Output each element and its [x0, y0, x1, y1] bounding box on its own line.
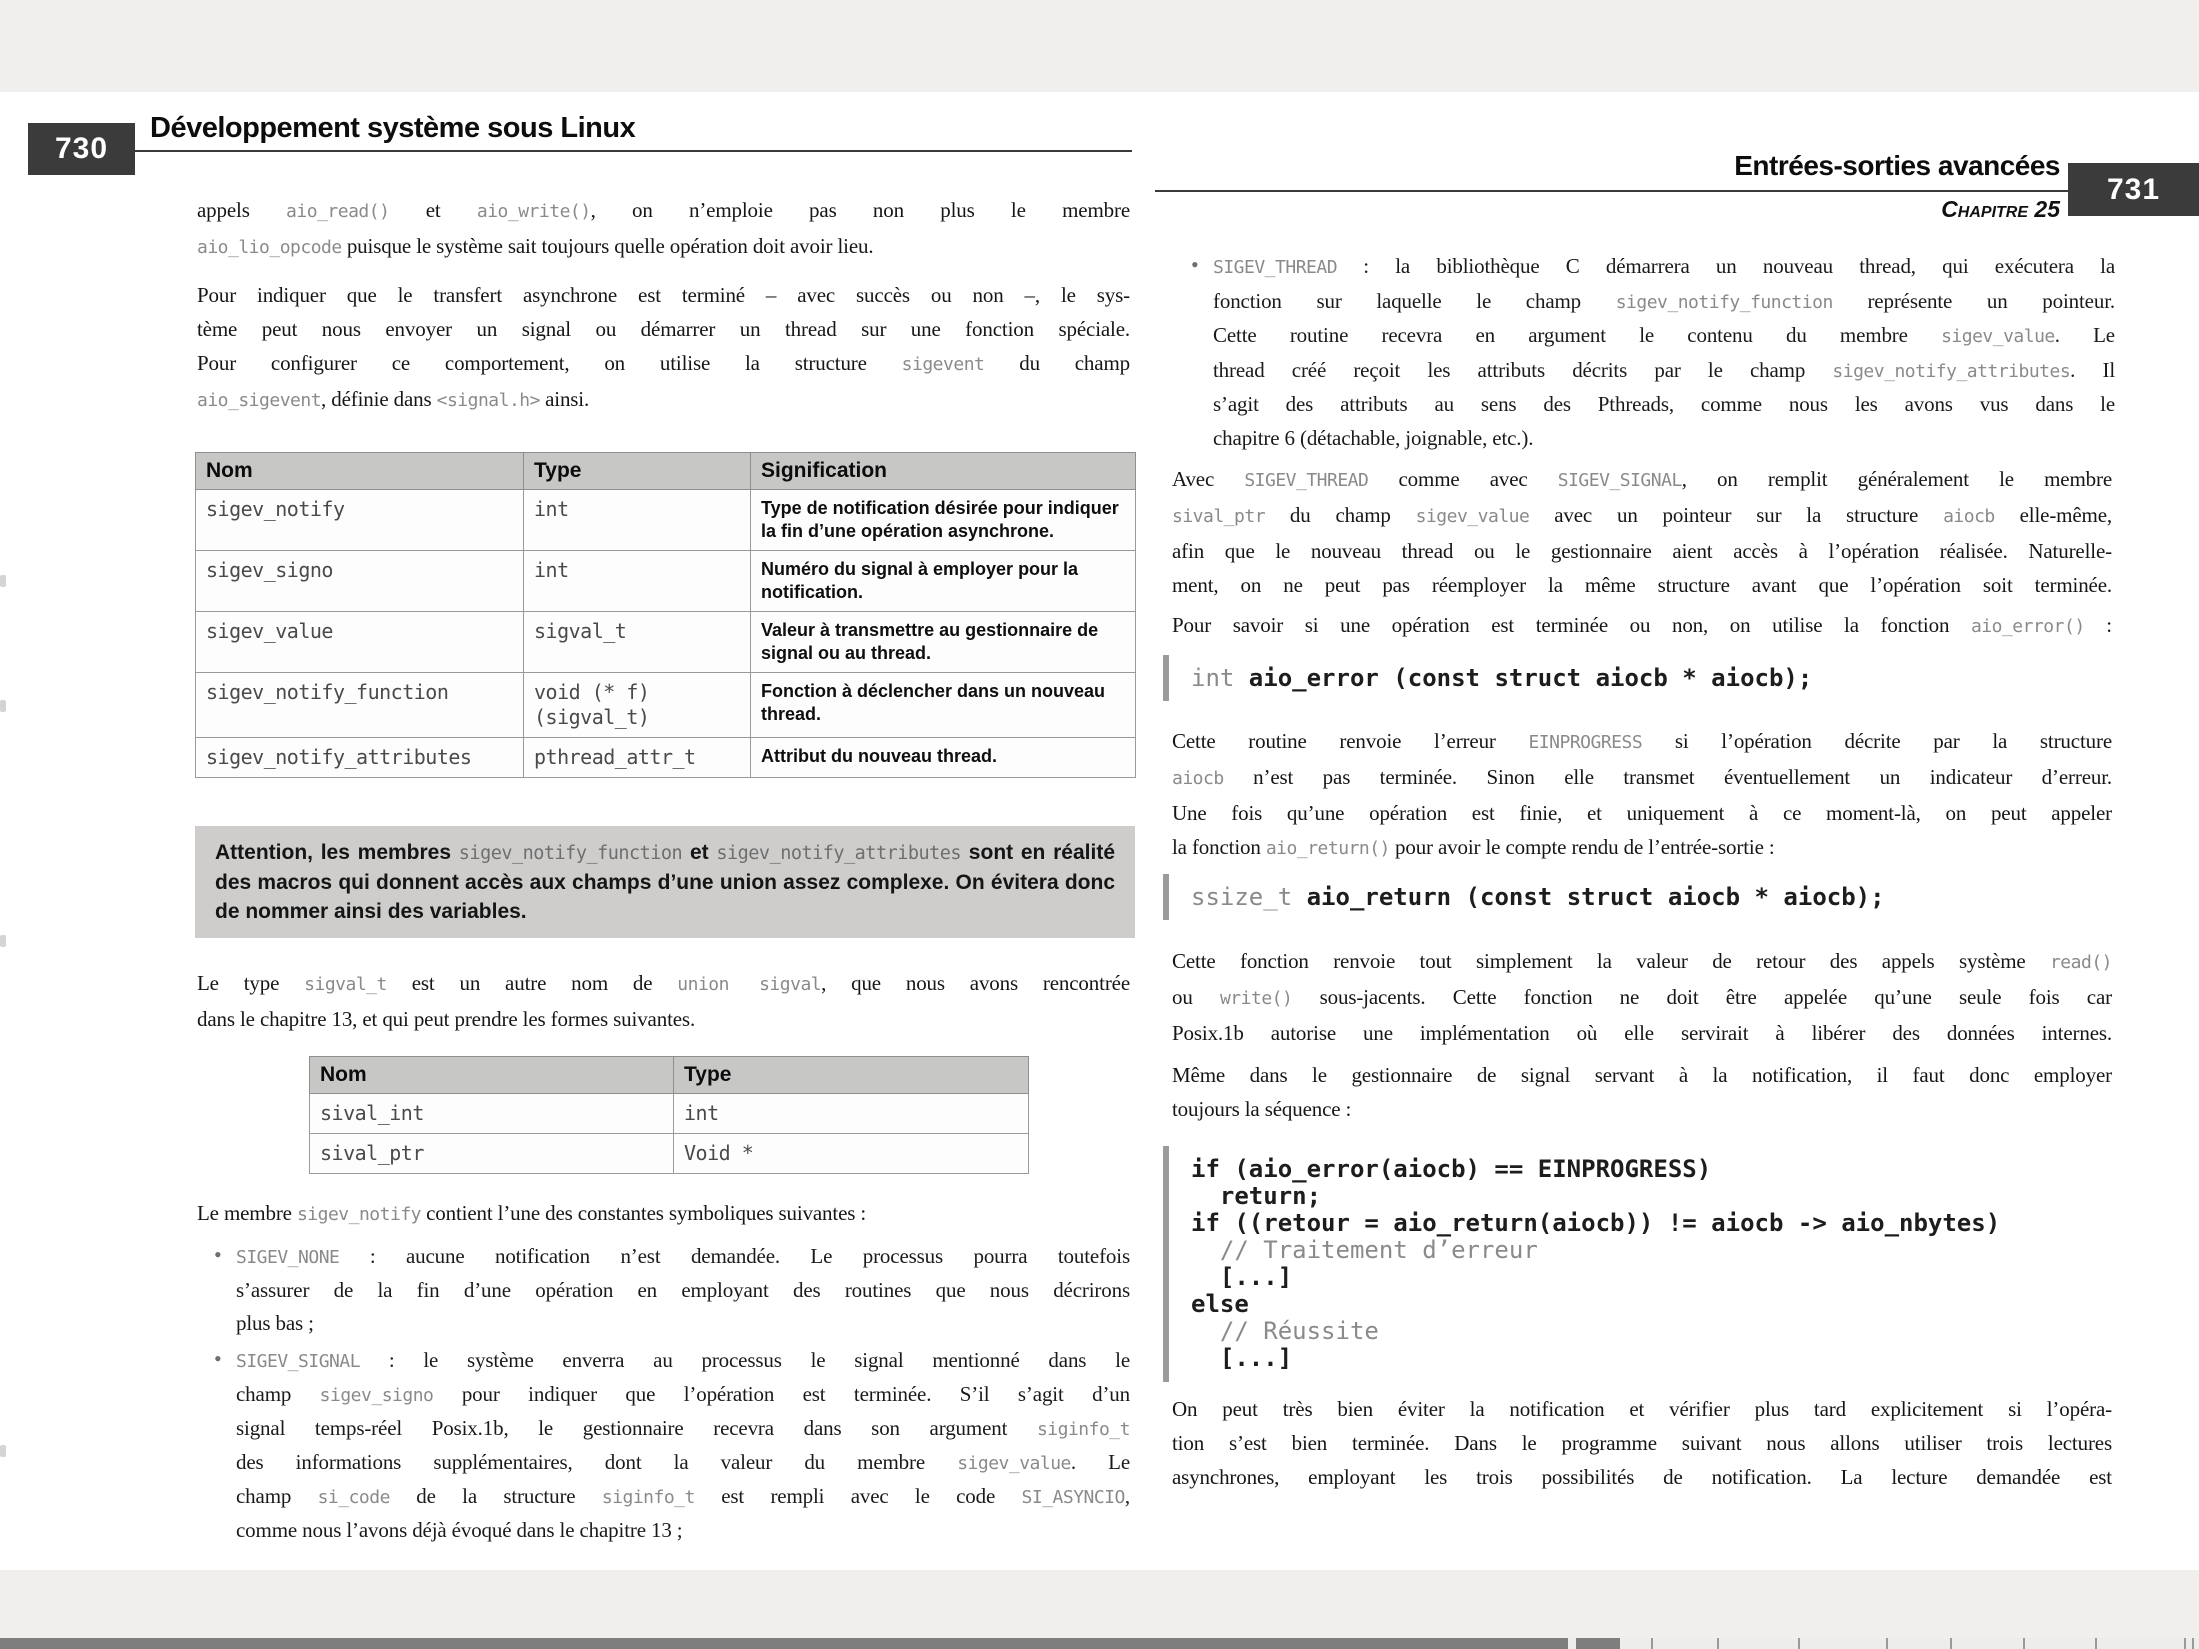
inline-code: sigval_t — [304, 974, 387, 995]
text-line: Pour indiquer que le transfert asynchrone est terminé – avec succès ou non –, le sys- — [197, 283, 1130, 307]
page-number-badge-right: 731 — [2068, 163, 2199, 216]
inline-code: read() — [2049, 952, 2112, 973]
paragraph-meme-gestionnaire — [1172, 1058, 2112, 1126]
text-line — [1191, 1156, 2091, 1183]
text-line: aio_lio_opcode puisque le système sait toujours quelle opération doit avoir lieu. — [197, 234, 874, 258]
inline-code: aio_write() — [476, 201, 591, 222]
table-row — [310, 1094, 1029, 1134]
table-cell: Attribut du nouveau thread. — [751, 738, 1136, 778]
inline-code: ssize_t — [1191, 883, 1307, 911]
inline-code: aio_return() — [1265, 838, 1390, 859]
inline-code: <signal.h> — [436, 390, 540, 411]
inline-code: SIGEV_THREAD — [1244, 470, 1369, 491]
table-cell: void (* f) (sigval_t) — [524, 673, 751, 738]
inline-code: [...] — [1191, 1263, 1293, 1291]
text-line: fonction sur laquelle le champ sigev_notify_function représente un pointeur. — [1213, 288, 2115, 313]
inline-code: aio_error — [1248, 664, 1379, 692]
table-cell: pthread_attr_t — [524, 738, 751, 778]
paragraph-sigevent — [197, 278, 1130, 418]
running-title-right: Entrées-sorties avancées — [1734, 150, 2060, 181]
column-header: Nom — [310, 1057, 674, 1094]
scrollbar-tick — [2184, 1638, 2186, 1649]
data-table — [309, 1056, 1029, 1174]
inline-code: siginfo_t — [601, 1487, 695, 1508]
inline-code: aio_error() — [1970, 616, 2085, 637]
text-line — [1191, 1291, 2091, 1318]
scrollbar-tick — [2023, 1638, 2025, 1649]
paragraph-constants — [197, 1196, 1130, 1232]
text-line: des informations supplémentaires, dont la valeur du membre sigev_value. Le — [236, 1450, 1130, 1474]
text-line: comme nous l’avons déjà évoqué dans le chapitre 13 ; — [236, 1518, 683, 1542]
code-block-sequence — [1163, 1146, 2091, 1382]
code-block-aio-error — [1163, 655, 1991, 701]
page-number-badge-left: 730 — [28, 123, 135, 175]
text-line: On peut très bien éviter la notification et vérifier plus tard explicitement si l’opéra- — [1172, 1397, 2112, 1421]
text-line: Pour savoir si une opération est terminée ou non, on utilise la fonction aio_error() : — [1172, 613, 2112, 637]
text-line: ou write() sous-jacents. Cette fonction ne doit être appelée qu’une seule fois car — [1172, 985, 2112, 1009]
inline-code: SI_ASYNCIO — [1021, 1487, 1125, 1508]
text-line: ment, on ne peut pas réemployer la même structure avant que l’opération soit terminée. — [1172, 573, 2112, 597]
text-line: tème peut nous envoyer un signal ou démarrer un thread sur une fonction spéciale. — [197, 317, 1130, 341]
inline-code: SIGEV_THREAD — [1213, 257, 1338, 278]
bullet-marker: • — [1191, 252, 1199, 277]
text-line: Le membre sigev_notify contient l’une des constantes symboliques suivantes : — [197, 1201, 867, 1225]
text-line: la fonction aio_return() pour avoir le compte rendu de l’entrée-sortie : — [1172, 835, 1775, 859]
table-cell: int — [524, 490, 751, 551]
bullet-item-sigev-signal — [214, 1344, 1130, 1547]
text-line: tion s’est bien terminée. Dans le programme suivant nous allons utiliser trois lectures — [1172, 1431, 2112, 1455]
column-header: Signification — [751, 453, 1136, 490]
code-block-aio-return — [1163, 874, 1991, 920]
text-line: SIGEV_THREAD : la bibliothèque C démarrera un nouveau thread, qui exécutera la — [1213, 254, 2115, 278]
inline-code: // Traitement d’erreur — [1191, 1236, 1538, 1264]
text-line: chapitre 6 (détachable, joignable, etc.). — [1213, 425, 1534, 450]
inline-code: sigev_value — [1941, 326, 2055, 347]
text-line: Avec SIGEV_THREAD comme avec SIGEV_SIGNAL, on remplit généralement le membre — [1172, 467, 2112, 491]
inline-code: // Réussite — [1191, 1317, 1379, 1345]
table-cell: sival_ptr — [310, 1134, 674, 1174]
text-line: Posix.1b autorise une implémentation où elle servirait à libérer des données internes. — [1172, 1021, 2112, 1045]
scrollbar-tick — [2192, 1638, 2194, 1649]
text-line: toujours la séquence : — [1172, 1097, 1352, 1121]
inline-code: sigev_notify_attributes — [1832, 360, 2071, 382]
text-line: signal temps-réel Posix.1b, le gestionnaire recevra dans son argument siginfo_t — [236, 1416, 1130, 1440]
text-line: SIGEV_SIGNAL : le système enverra au processus le signal mentionné dans le — [236, 1348, 1130, 1372]
paragraph-cette-routine — [1172, 724, 2112, 866]
text-line — [1191, 1318, 2091, 1345]
table-cell: Fonction à déclencher dans un nouveau thread. — [751, 673, 1136, 738]
paragraph-sigval — [197, 966, 1130, 1036]
table-cell: sigev_value — [196, 612, 524, 673]
table-header-row — [310, 1057, 1029, 1094]
inline-code: EINPROGRESS — [1528, 732, 1643, 753]
table-cell: sigev_notify_attributes — [196, 738, 524, 778]
text-line: Pour configurer ce comportement, on utilise la structure sigevent du champ — [197, 351, 1130, 375]
bullet-item-sigev-none — [214, 1240, 1130, 1340]
table-cell: sigev_notify_function — [196, 673, 524, 738]
scrollbar-thumb[interactable] — [0, 1638, 1568, 1649]
paragraph-cette-fonction — [1172, 944, 2112, 1050]
inline-code: SIGEV_SIGNAL — [1557, 470, 1682, 491]
table-cell: int — [674, 1094, 1029, 1134]
inline-code: else — [1191, 1290, 1249, 1318]
column-header: Type — [524, 453, 751, 490]
scrollbar-thumb-segment[interactable] — [1576, 1638, 1620, 1649]
inline-code: write() — [1219, 988, 1293, 1009]
running-title-left: Développement système sous Linux — [150, 112, 636, 144]
table-cell: int — [524, 551, 751, 612]
inline-code: sigev_notify — [296, 1204, 421, 1225]
inline-code: sigev_notify_attributes — [716, 843, 962, 864]
text-line: thread créé reçoit les attributs décrits par le champ sigev_notify_attributes. Il — [1213, 357, 2116, 382]
bullet-text — [1213, 250, 2115, 455]
text-line: s’assurer de la fin d’une opération en employant des routines que nous décrirons — [236, 1278, 1130, 1302]
text-line: appels aio_read() et aio_write(), on n’emploie pas non plus le membre — [197, 198, 1130, 222]
table-cell: Void * — [674, 1134, 1029, 1174]
top-margin-strip — [0, 0, 2199, 92]
bullet-text — [236, 1344, 1130, 1547]
horizontal-scrollbar-track[interactable] — [0, 1638, 2199, 1649]
inline-code: aiocb — [1172, 768, 1224, 789]
inline-code: int — [1191, 664, 1249, 692]
table-cell: sigev_notify — [196, 490, 524, 551]
table-row — [196, 738, 1136, 778]
text-line: Une fois qu’une opération est finie, et uniquement à ce moment-là, on peut appeler — [1172, 801, 2112, 825]
table-row — [310, 1134, 1029, 1174]
bottom-margin-strip — [0, 1570, 2199, 1638]
attention-note-box — [195, 826, 1135, 938]
text-line: s’agit des attributs au sens des Pthreads, comme nous les avons vus dans le — [1213, 392, 2115, 416]
inline-code: union sigval — [677, 974, 822, 995]
scrollbar-tick — [1651, 1638, 1653, 1649]
text-line: Cette routine recevra en argument le contenu du membre sigev_value. Le — [1213, 323, 2115, 347]
bullet-marker: • — [214, 1242, 222, 1267]
inline-code: sigev_notify_function — [1615, 291, 1833, 313]
text-line — [1191, 1210, 2091, 1237]
scrollbar-tick — [2095, 1638, 2097, 1649]
table-row — [196, 490, 1136, 551]
inline-code: (const struct aiocb * aiocb); — [1378, 664, 1813, 692]
text-line: Attention, les membres sigev_notify_function et sigev_notify_attributes sont en réalité des macros qui donnent accès aux champs d’une union assez complexe. On évitera donc de nommer ainsi des variables. — [215, 841, 1116, 923]
text-line — [1191, 1183, 2091, 1210]
text-line: asynchrones, employant les trois possibilités de notification. La lecture demandée est — [1172, 1465, 2112, 1489]
header-rule-left — [134, 150, 1132, 152]
inline-code: return; — [1191, 1182, 1322, 1210]
column-header: Nom — [196, 453, 524, 490]
inline-code: sigev_notify_function — [458, 843, 683, 864]
text-line — [1191, 1237, 2091, 1264]
inline-code: aio_lio_opcode — [197, 237, 342, 258]
inline-code: aiocb — [1943, 506, 1995, 527]
inline-code: aio_return — [1306, 883, 1452, 911]
page-edge-artifact — [0, 700, 6, 712]
text-line: aio_sigevent, définie dans <signal.h> ainsi. — [197, 387, 590, 411]
inline-code: if (aio_error(aiocb) == EINPROGRESS) — [1191, 1155, 1712, 1183]
paragraph-intro — [197, 193, 1130, 265]
text-line: aiocb n’est pas terminée. Sinon elle transmet éventuellement un indicateur d’erreur. — [1172, 765, 2112, 789]
data-table — [195, 452, 1136, 778]
inline-code: sival_ptr — [1172, 506, 1266, 527]
scrollbar-tick — [1798, 1638, 1800, 1649]
table-cell: Type de notification désirée pour indiquer la fin d’une opération asynchrone. — [751, 490, 1136, 551]
text-line: Cette routine renvoie l’erreur EINPROGRESS si l’opération décrite par la structure — [1172, 729, 2112, 753]
table-header-row — [196, 453, 1136, 490]
table-row — [196, 612, 1136, 673]
table-row — [196, 551, 1136, 612]
inline-code: sigev_signo — [319, 1385, 434, 1406]
text-line: SIGEV_NONE : aucune notification n’est demandée. Le processus pourra toutefois — [236, 1244, 1130, 1268]
text-line — [1191, 884, 1991, 910]
paragraph-pour-savoir — [1172, 608, 2112, 644]
sigevent-table — [195, 452, 1135, 778]
inline-code: siginfo_t — [1036, 1419, 1130, 1440]
text-line: Cette fonction renvoie tout simplement la valeur de retour des appels système read() — [1172, 949, 2112, 973]
page-edge-artifact — [0, 1445, 6, 1457]
column-header: Type — [674, 1057, 1029, 1094]
table-cell: sigev_signo — [196, 551, 524, 612]
bullet-text — [236, 1240, 1130, 1340]
table-cell: sival_int — [310, 1094, 674, 1134]
text-line — [1191, 665, 1991, 691]
header-rule-right — [1155, 190, 2068, 192]
bullet-item-sigev-thread — [1191, 250, 2115, 455]
inline-code: aio_read() — [286, 201, 390, 222]
inline-code: [...] — [1191, 1344, 1293, 1372]
text-line: afin que le nouveau thread ou le gestionnaire aient accès à l’opération réalisée. Naturelle- — [1172, 539, 2112, 563]
text-line: dans le chapitre 13, et qui peut prendre les formes suivantes. — [197, 1007, 696, 1031]
bullet-marker: • — [214, 1346, 222, 1371]
text-line: Même dans le gestionnaire de signal servant à la notification, il faut donc employer — [1172, 1063, 2112, 1087]
table-cell: sigval_t — [524, 612, 751, 673]
inline-code: sigev_value — [957, 1453, 1071, 1474]
inline-code: SIGEV_NONE — [236, 1247, 340, 1268]
scrollbar-tick — [1886, 1638, 1888, 1649]
inline-code: SIGEV_SIGNAL — [236, 1351, 361, 1372]
table-cell: Valeur à transmettre au gestionnaire de signal ou au thread. — [751, 612, 1136, 673]
inline-code: aio_sigevent — [197, 390, 322, 411]
inline-code: sigevent — [901, 354, 985, 375]
paragraph-avec-sigev-thread — [1172, 462, 2112, 602]
inline-code: if ((retour = aio_return(aiocb)) != aiocb -> aio_nbytes) — [1191, 1209, 2001, 1237]
page-edge-artifact — [0, 935, 6, 947]
table-cell: Numéro du signal à employer pour la notification. — [751, 551, 1136, 612]
text-line: Le type sigval_t est un autre nom de union sigval, que nous avons rencontrée — [197, 971, 1131, 995]
text-line: plus bas ; — [236, 1311, 314, 1335]
scrollbar-tick — [1950, 1638, 1952, 1649]
text-line — [1191, 1264, 2091, 1291]
inline-code: sigev_value — [1415, 506, 1530, 527]
text-line: sival_ptr du champ sigev_value avec un pointeur sur la structure aiocb elle-même, — [1172, 503, 2112, 527]
scrollbar-tick — [1717, 1638, 1719, 1649]
text-line: champ sigev_signo pour indiquer que l’opération est terminée. S’il s’agit d’un — [236, 1382, 1130, 1406]
page-edge-artifact — [0, 575, 6, 587]
chapter-label: Chapitre 25 — [1941, 196, 2060, 222]
sigval-table — [309, 1056, 1028, 1174]
table-row — [196, 673, 1136, 738]
inline-code: (const struct aiocb * aiocb); — [1451, 883, 1885, 911]
text-line: champ si_code de la structure siginfo_t est rempli avec le code SI_ASYNCIO, — [236, 1484, 1130, 1508]
inline-code: si_code — [317, 1487, 390, 1508]
text-line — [1191, 1345, 2091, 1372]
paragraph-on-peut — [1172, 1392, 2112, 1494]
